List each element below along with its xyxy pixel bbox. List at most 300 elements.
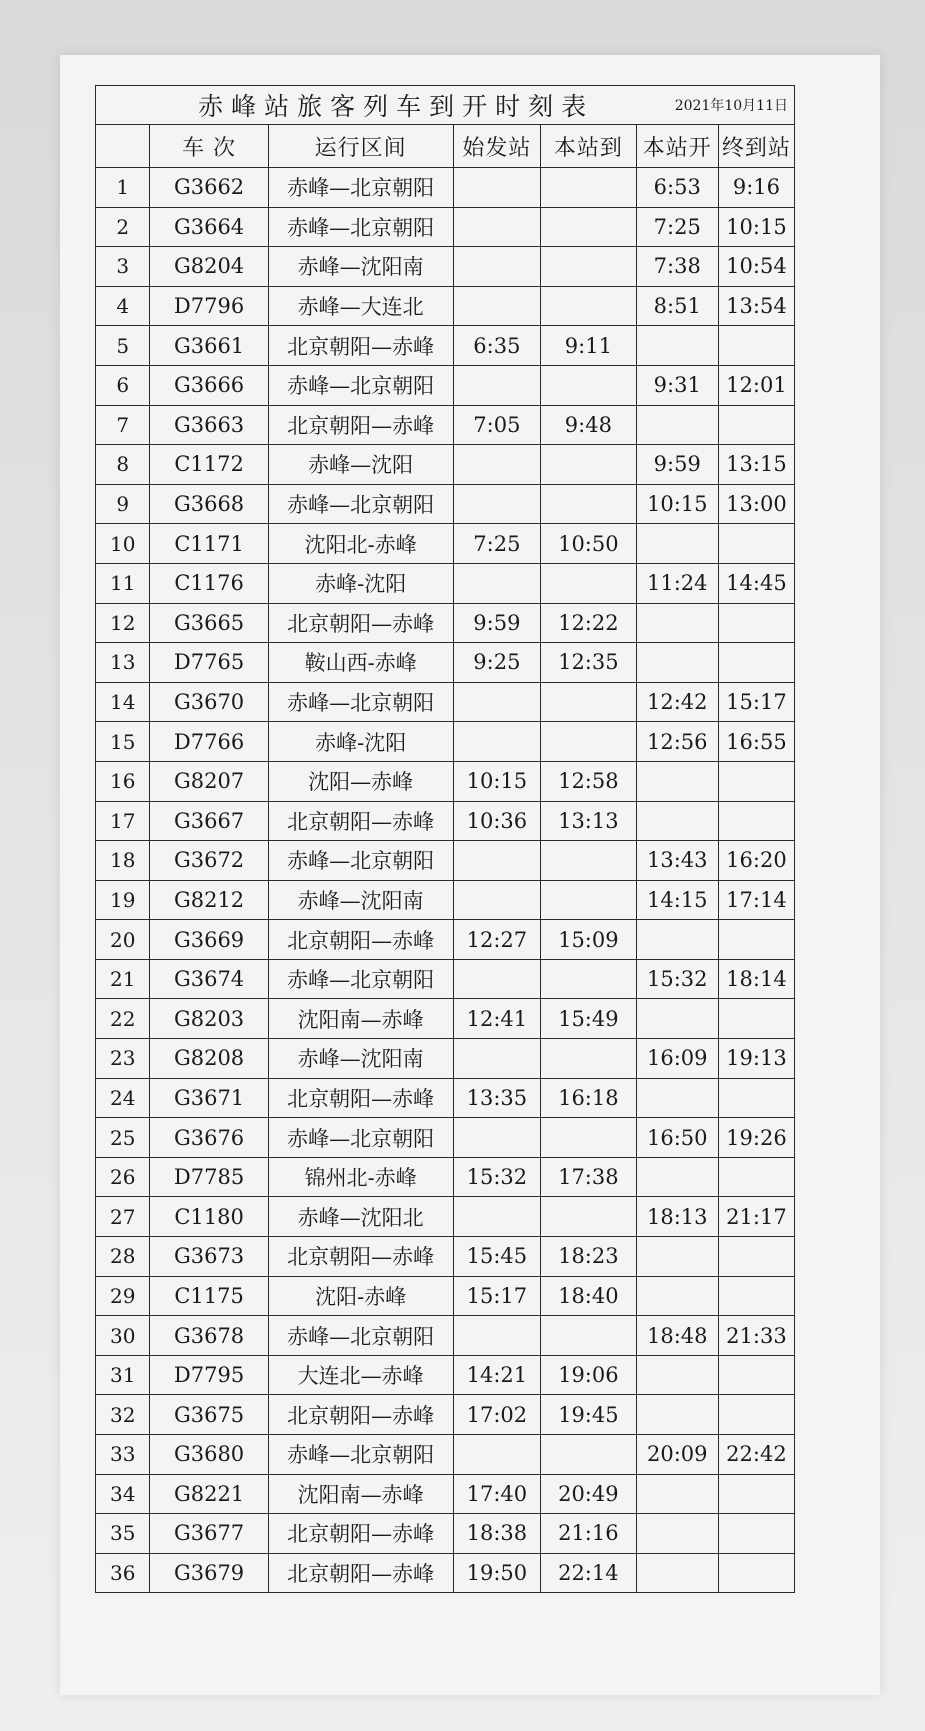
arrival-time [541,286,637,326]
timetable [95,85,795,1593]
arrival-time: 16:18 [541,1078,637,1118]
route: 北京朝阳—赤峰 [268,801,453,841]
train-number: D7796 [150,286,268,326]
departure-time: 18:48 [636,1316,718,1356]
train-number: G8204 [150,247,268,287]
row-number: 3 [96,247,150,287]
departure-time: 8:51 [636,286,718,326]
destination-arrival-time: 17:14 [718,880,794,920]
row-number: 35 [96,1514,150,1554]
destination-arrival-time: 16:20 [718,841,794,881]
origin-departure-time: 12:41 [453,999,540,1039]
route: 沈阳南—赤峰 [268,999,453,1039]
row-number: 10 [96,524,150,564]
origin-departure-time: 13:35 [453,1078,540,1118]
arrival-time [541,1197,637,1237]
table-row [96,484,795,524]
arrival-time: 12:22 [541,603,637,643]
table-row [96,365,795,405]
arrival-time [541,168,637,208]
route: 赤峰—北京朝阳 [268,959,453,999]
departure-time: 11:24 [636,563,718,603]
timetable-title: 赤峰站旅客列车到开时刻表 [96,86,637,125]
table-row [96,1395,795,1435]
row-number: 14 [96,682,150,722]
destination-arrival-time [718,999,794,1039]
departure-time: 12:56 [636,722,718,762]
train-number: C1176 [150,563,268,603]
row-number: 29 [96,1276,150,1316]
origin-departure-time [453,484,540,524]
row-number: 5 [96,326,150,366]
origin-departure-time: 14:21 [453,1355,540,1395]
route: 北京朝阳—赤峰 [268,920,453,960]
train-number: G3669 [150,920,268,960]
departure-time [636,1355,718,1395]
arrival-time [541,563,637,603]
destination-arrival-time [718,1237,794,1277]
origin-departure-time [453,247,540,287]
route: 北京朝阳—赤峰 [268,603,453,643]
departure-time: 15:32 [636,959,718,999]
departure-time [636,761,718,801]
train-number: G3667 [150,801,268,841]
train-number: G3666 [150,365,268,405]
destination-arrival-time [718,761,794,801]
table-row [96,168,795,208]
arrival-time [541,841,637,881]
row-number: 32 [96,1395,150,1435]
route: 北京朝阳—赤峰 [268,405,453,445]
train-number: G3661 [150,326,268,366]
destination-arrival-time: 14:45 [718,563,794,603]
header-arrive: 本站到 [541,125,637,168]
arrival-time: 15:09 [541,920,637,960]
origin-departure-time [453,682,540,722]
row-number: 12 [96,603,150,643]
arrival-time [541,722,637,762]
origin-departure-time [453,722,540,762]
destination-arrival-time: 10:15 [718,207,794,247]
destination-arrival-time: 13:00 [718,484,794,524]
arrival-time: 20:49 [541,1474,637,1514]
train-number: G3668 [150,484,268,524]
row-number: 4 [96,286,150,326]
destination-arrival-time [718,1355,794,1395]
train-number: G8221 [150,1474,268,1514]
route: 沈阳—赤峰 [268,761,453,801]
table-row [96,1197,795,1237]
arrival-time: 22:14 [541,1553,637,1593]
row-number: 22 [96,999,150,1039]
arrival-time [541,207,637,247]
timetable-date: 2021年10月11日 [636,86,794,125]
row-number: 20 [96,920,150,960]
route: 赤峰—沈阳北 [268,1197,453,1237]
destination-arrival-time [718,1157,794,1197]
train-number: D7766 [150,722,268,762]
table-row [96,1355,795,1395]
header-destination-arrival: 终到站 [718,125,794,168]
destination-arrival-time [718,326,794,366]
origin-departure-time: 15:45 [453,1237,540,1277]
route: 赤峰—北京朝阳 [268,365,453,405]
table-row [96,1276,795,1316]
origin-departure-time [453,1435,540,1475]
destination-arrival-time: 22:42 [718,1435,794,1475]
header-index [96,125,150,168]
arrival-time [541,1118,637,1158]
train-number: G8212 [150,880,268,920]
table-row [96,959,795,999]
table-row [96,603,795,643]
table-row [96,1157,795,1197]
arrival-time [541,484,637,524]
origin-departure-time: 10:15 [453,761,540,801]
row-number: 21 [96,959,150,999]
origin-departure-time [453,1118,540,1158]
arrival-time [541,247,637,287]
table-row [96,1118,795,1158]
train-number: C1180 [150,1197,268,1237]
destination-arrival-time: 13:54 [718,286,794,326]
row-number: 25 [96,1118,150,1158]
departure-time: 14:15 [636,880,718,920]
origin-departure-time [453,1316,540,1356]
train-number: G8203 [150,999,268,1039]
train-number: D7765 [150,643,268,683]
departure-time [636,801,718,841]
departure-time: 7:25 [636,207,718,247]
destination-arrival-time: 13:15 [718,445,794,485]
table-row [96,1474,795,1514]
destination-arrival-time: 21:33 [718,1316,794,1356]
route: 大连北—赤峰 [268,1355,453,1395]
route: 赤峰—沈阳南 [268,247,453,287]
table-row [96,999,795,1039]
destination-arrival-time: 19:13 [718,1039,794,1079]
arrival-time: 18:40 [541,1276,637,1316]
row-number: 19 [96,880,150,920]
table-row [96,1435,795,1475]
train-number: G3677 [150,1514,268,1554]
origin-departure-time [453,841,540,881]
row-number: 2 [96,207,150,247]
origin-departure-time: 15:17 [453,1276,540,1316]
route: 赤峰-沈阳 [268,563,453,603]
row-number: 28 [96,1237,150,1277]
train-number: G3676 [150,1118,268,1158]
train-number: G3665 [150,603,268,643]
departure-time: 12:42 [636,682,718,722]
train-number: G8207 [150,761,268,801]
row-number: 9 [96,484,150,524]
train-number: G3670 [150,682,268,722]
destination-arrival-time: 12:01 [718,365,794,405]
origin-departure-time [453,1039,540,1079]
destination-arrival-time [718,801,794,841]
header-train: 车 次 [150,125,268,168]
arrival-time [541,1316,637,1356]
departure-time: 13:43 [636,841,718,881]
destination-arrival-time [718,1276,794,1316]
origin-departure-time: 17:40 [453,1474,540,1514]
origin-departure-time: 9:25 [453,643,540,683]
departure-time [636,603,718,643]
train-number: G3680 [150,1435,268,1475]
route: 赤峰—沈阳 [268,445,453,485]
train-number: G3675 [150,1395,268,1435]
arrival-time [541,959,637,999]
arrival-time: 9:48 [541,405,637,445]
train-number: C1171 [150,524,268,564]
arrival-time [541,445,637,485]
origin-departure-time: 12:27 [453,920,540,960]
arrival-time: 10:50 [541,524,637,564]
row-number: 6 [96,365,150,405]
table-row [96,326,795,366]
row-number: 24 [96,1078,150,1118]
origin-departure-time: 6:35 [453,326,540,366]
table-row [96,1316,795,1356]
destination-arrival-time: 10:54 [718,247,794,287]
origin-departure-time [453,959,540,999]
destination-arrival-time: 18:14 [718,959,794,999]
train-number: G3671 [150,1078,268,1118]
departure-time [636,1237,718,1277]
departure-time [636,999,718,1039]
destination-arrival-time: 19:26 [718,1118,794,1158]
arrival-time: 21:16 [541,1514,637,1554]
origin-departure-time: 9:59 [453,603,540,643]
departure-time [636,1474,718,1514]
departure-time [636,524,718,564]
route: 赤峰-沈阳 [268,722,453,762]
table-row [96,247,795,287]
table-row [96,643,795,683]
row-number: 15 [96,722,150,762]
train-number: G3664 [150,207,268,247]
table-row [96,722,795,762]
table-row [96,563,795,603]
departure-time: 6:53 [636,168,718,208]
arrival-time [541,682,637,722]
table-row [96,841,795,881]
table-row [96,524,795,564]
origin-departure-time [453,445,540,485]
origin-departure-time [453,1197,540,1237]
table-row [96,445,795,485]
route: 赤峰—北京朝阳 [268,841,453,881]
row-number: 36 [96,1553,150,1593]
title-row [96,86,795,125]
header-depart: 本站开 [636,125,718,168]
departure-time [636,643,718,683]
origin-departure-time: 7:25 [453,524,540,564]
departure-time [636,1395,718,1435]
table-row [96,405,795,445]
destination-arrival-time [718,1395,794,1435]
departure-time: 9:59 [636,445,718,485]
table-row [96,1078,795,1118]
header-origin-departure: 始发站 [453,125,540,168]
origin-departure-time [453,168,540,208]
arrival-time: 18:23 [541,1237,637,1277]
destination-arrival-time: 9:16 [718,168,794,208]
row-number: 16 [96,761,150,801]
route: 赤峰—大连北 [268,286,453,326]
departure-time [636,1553,718,1593]
train-number: G3662 [150,168,268,208]
train-number: G3679 [150,1553,268,1593]
table-row [96,286,795,326]
destination-arrival-time: 15:17 [718,682,794,722]
route: 鞍山西-赤峰 [268,643,453,683]
route: 北京朝阳—赤峰 [268,1237,453,1277]
row-number: 11 [96,563,150,603]
train-number: D7795 [150,1355,268,1395]
origin-departure-time: 15:32 [453,1157,540,1197]
route: 赤峰—北京朝阳 [268,1316,453,1356]
destination-arrival-time [718,920,794,960]
arrival-time [541,1039,637,1079]
departure-time [636,405,718,445]
train-number: D7785 [150,1157,268,1197]
row-number: 31 [96,1355,150,1395]
arrival-time: 19:06 [541,1355,637,1395]
departure-time [636,1514,718,1554]
row-number: 8 [96,445,150,485]
route: 赤峰—北京朝阳 [268,484,453,524]
destination-arrival-time [718,405,794,445]
row-number: 34 [96,1474,150,1514]
train-number: C1172 [150,445,268,485]
route: 北京朝阳—赤峰 [268,326,453,366]
departure-time: 16:09 [636,1039,718,1079]
arrival-time: 17:38 [541,1157,637,1197]
row-number: 33 [96,1435,150,1475]
arrival-time: 9:11 [541,326,637,366]
route: 沈阳南—赤峰 [268,1474,453,1514]
destination-arrival-time [718,1474,794,1514]
origin-departure-time: 17:02 [453,1395,540,1435]
header-route: 运行区间 [268,125,453,168]
train-number: G8208 [150,1039,268,1079]
departure-time: 18:13 [636,1197,718,1237]
destination-arrival-time [718,524,794,564]
route: 赤峰—沈阳南 [268,1039,453,1079]
origin-departure-time [453,207,540,247]
route: 北京朝阳—赤峰 [268,1514,453,1554]
header-row [96,125,795,168]
arrival-time: 19:45 [541,1395,637,1435]
train-number: G3674 [150,959,268,999]
row-number: 23 [96,1039,150,1079]
departure-time: 9:31 [636,365,718,405]
table-row [96,207,795,247]
route: 赤峰—北京朝阳 [268,1435,453,1475]
arrival-time: 12:35 [541,643,637,683]
row-number: 1 [96,168,150,208]
arrival-time: 13:13 [541,801,637,841]
route: 沈阳-赤峰 [268,1276,453,1316]
origin-departure-time [453,286,540,326]
row-number: 13 [96,643,150,683]
arrival-time: 12:58 [541,761,637,801]
route: 赤峰—北京朝阳 [268,207,453,247]
departure-time [636,1078,718,1118]
train-number: G3673 [150,1237,268,1277]
table-row [96,801,795,841]
departure-time: 16:50 [636,1118,718,1158]
destination-arrival-time [718,1078,794,1118]
route: 赤峰—北京朝阳 [268,168,453,208]
table-row [96,761,795,801]
origin-departure-time [453,365,540,405]
table-row [96,1553,795,1593]
route: 北京朝阳—赤峰 [268,1395,453,1435]
origin-departure-time: 7:05 [453,405,540,445]
table-row [96,682,795,722]
departure-time [636,1276,718,1316]
row-number: 27 [96,1197,150,1237]
row-number: 26 [96,1157,150,1197]
origin-departure-time: 19:50 [453,1553,540,1593]
row-number: 7 [96,405,150,445]
destination-arrival-time: 21:17 [718,1197,794,1237]
arrival-time [541,365,637,405]
departure-time [636,326,718,366]
destination-arrival-time [718,603,794,643]
table-row [96,1039,795,1079]
train-number: G3672 [150,841,268,881]
route: 赤峰—沈阳南 [268,880,453,920]
train-number: G3678 [150,1316,268,1356]
train-number: C1175 [150,1276,268,1316]
origin-departure-time [453,880,540,920]
departure-time [636,920,718,960]
row-number: 30 [96,1316,150,1356]
table-row [96,1514,795,1554]
table-row [96,920,795,960]
table-row [96,1237,795,1277]
arrival-time [541,1435,637,1475]
destination-arrival-time [718,1514,794,1554]
origin-departure-time: 18:38 [453,1514,540,1554]
arrival-time [541,880,637,920]
route: 沈阳北-赤峰 [268,524,453,564]
row-number: 17 [96,801,150,841]
origin-departure-time [453,563,540,603]
route: 北京朝阳—赤峰 [268,1553,453,1593]
table-row [96,880,795,920]
destination-arrival-time [718,643,794,683]
arrival-time: 15:49 [541,999,637,1039]
departure-time: 10:15 [636,484,718,524]
route: 锦州北-赤峰 [268,1157,453,1197]
route: 北京朝阳—赤峰 [268,1078,453,1118]
departure-time [636,1157,718,1197]
row-number: 18 [96,841,150,881]
departure-time: 7:38 [636,247,718,287]
route: 赤峰—北京朝阳 [268,1118,453,1158]
train-number: G3663 [150,405,268,445]
departure-time: 20:09 [636,1435,718,1475]
origin-departure-time: 10:36 [453,801,540,841]
route: 赤峰—北京朝阳 [268,682,453,722]
destination-arrival-time [718,1553,794,1593]
destination-arrival-time: 16:55 [718,722,794,762]
